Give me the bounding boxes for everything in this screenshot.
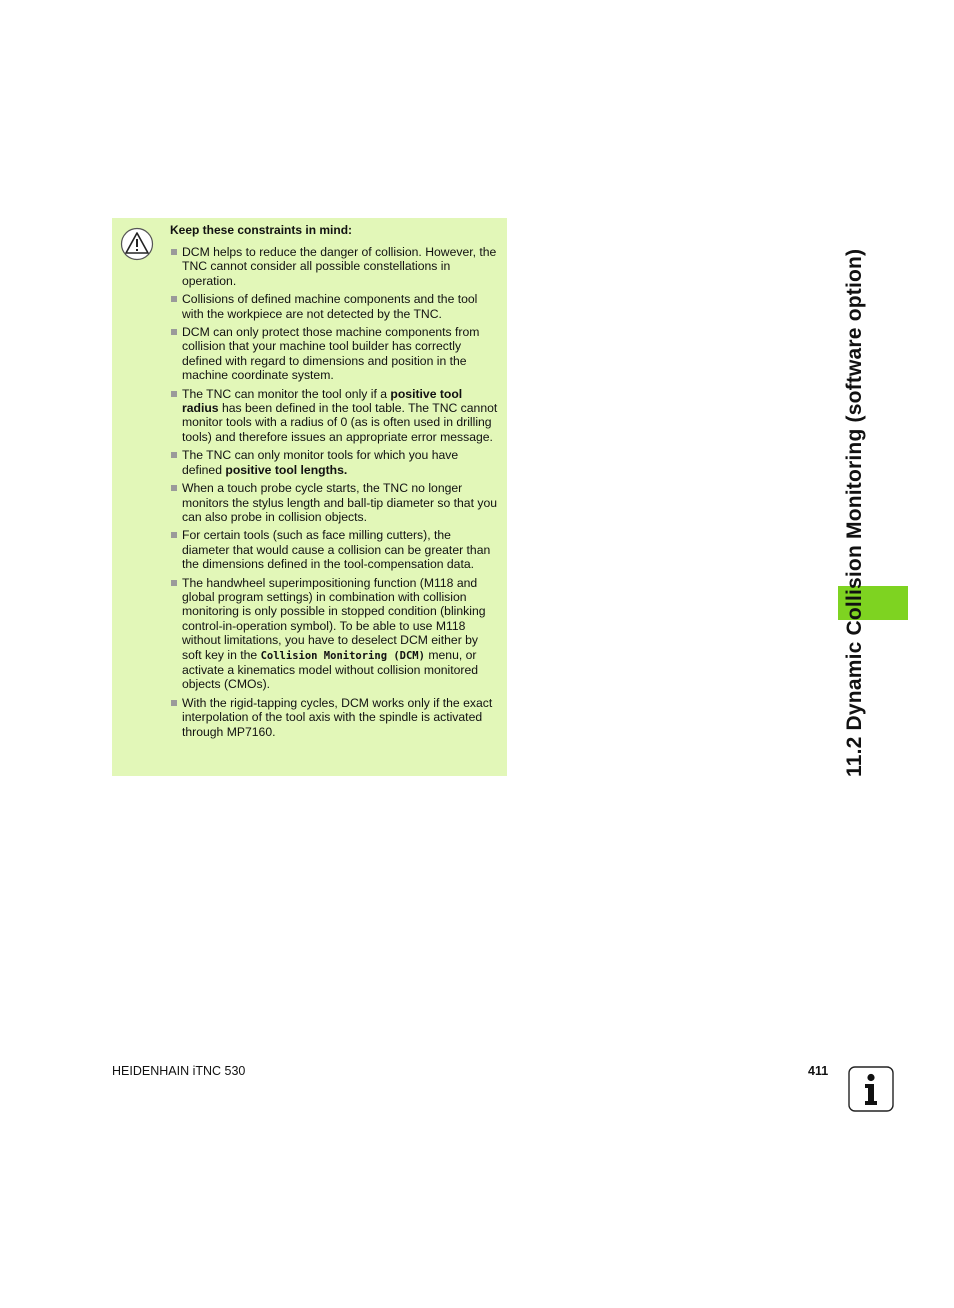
bullet-icon (171, 249, 177, 255)
bullet-icon (171, 700, 177, 706)
list-item: The TNC can only monitor tools for which you have defined positive tool lengths. (170, 448, 500, 477)
list-item: Collisions of defined machine components and the tool with the workpiece are not detected by the TNC. (170, 292, 500, 321)
bullet-icon (171, 532, 177, 538)
softkey-label: Collision Monitoring (DCM) (260, 649, 425, 662)
warning-triangle-icon (120, 227, 154, 261)
list-item: DCM can only protect those machine components from collision that your machine tool builder has correctly defined with regard to dimensions and position in the machine coordinate system. (170, 325, 500, 383)
bullet-icon (171, 329, 177, 335)
note-title: Keep these constraints in mind: (170, 223, 353, 237)
list-item: When a touch probe cycle starts, the TNC no longer monitors the stylus length and ball-tip diameter so that you can also probe in collision objects. (170, 481, 500, 524)
bullet-icon (171, 580, 177, 586)
list-item: For certain tools (such as face milling cutters), the diameter that would cause a collision can be greater than the dimensions defined in the tool-compensation data. (170, 528, 500, 571)
list-item: The handwheel superimpositioning function (M118 and global program settings) in combination with collision monitoring is only possible in stopped condition (blinking control-in-operation symbol). To be able to use M118 without limitations, you have to deselect DCM either by soft key in the Collision Monitoring (DCM) menu, or activate a kinematics model without collision monitored objects (CMOs). (170, 576, 500, 692)
bullet-icon (171, 391, 177, 397)
bullet-icon (171, 485, 177, 491)
page-number: 411 (808, 1064, 829, 1078)
info-icon (848, 1066, 894, 1112)
bullet-icon (171, 452, 177, 458)
constraint-list (170, 245, 500, 743)
list-item: With the rigid-tapping cycles, DCM works only if the exact interpolation of the tool axis with the spindle is activated through MP7160. (170, 696, 500, 739)
footer-product: HEIDENHAIN iTNC 530 (112, 1064, 246, 1078)
list-item: The TNC can monitor the tool only if a positive tool radius has been defined in the tool table. The TNC cannot monitor tools with a radius of 0 (as is often used in drilling tools) and therefore issues an appropriate error message. (170, 387, 500, 445)
list-item: DCM helps to reduce the danger of collision. However, the TNC cannot consider all possible constellations in operation. (170, 245, 500, 288)
chapter-title: 11.2 Dynamic Collision Monitoring (software option) (843, 248, 866, 777)
bullet-icon (171, 296, 177, 302)
